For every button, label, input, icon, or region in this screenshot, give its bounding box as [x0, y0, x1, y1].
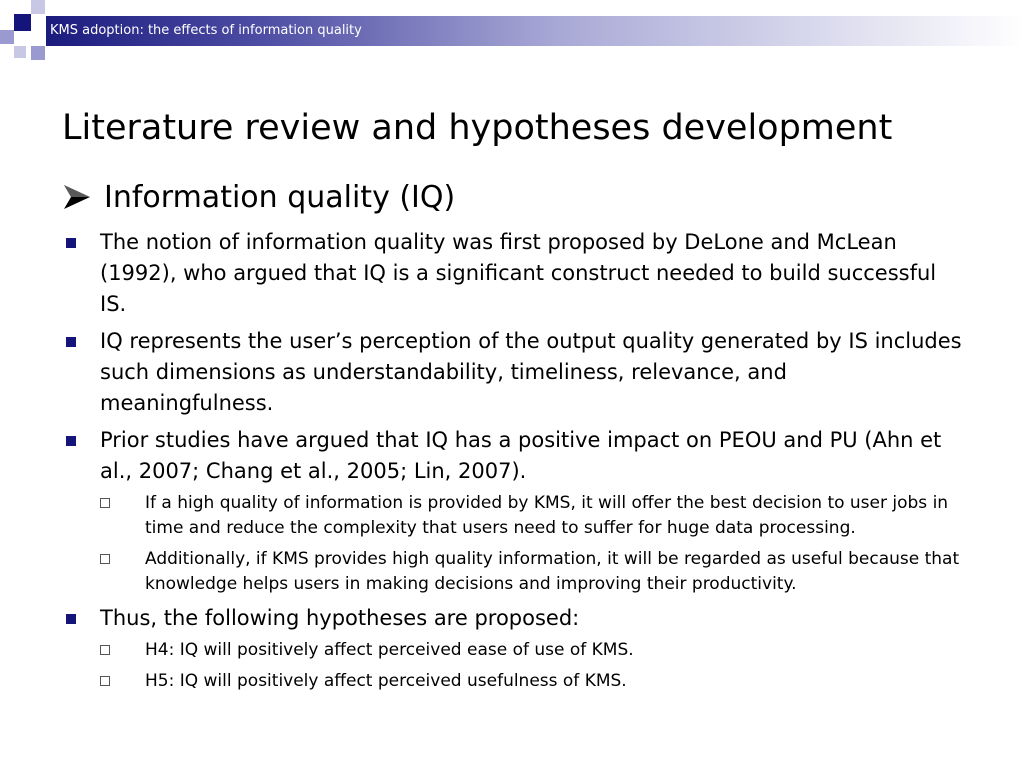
hollow-square-bullet-icon: [100, 676, 110, 686]
bullet-item: [60, 603, 965, 694]
hollow-square-bullet-icon: [100, 498, 110, 508]
header-decoration-square: [14, 46, 26, 58]
square-bullet-icon: [66, 614, 76, 624]
sub-bullet-text: H5: IQ will positively affect perceived usefulness of KMS.: [145, 671, 627, 691]
sub-bullet-item: [100, 491, 965, 541]
header-decoration-square: [31, 0, 45, 14]
sub-bullet-item: [100, 669, 965, 694]
sub-bullet-text: If a high quality of information is provided by KMS, it will offer the best decision to user jobs in time and reduce the complexity that users need to suffer for huge data processing.: [145, 493, 949, 538]
sub-bullet-text: H4: IQ will positively affect perceived ease of use of KMS.: [145, 640, 634, 660]
sub-bullet-list: [100, 638, 965, 694]
hollow-square-bullet-icon: [100, 645, 110, 655]
header-bar: [46, 16, 1024, 46]
bullet-text: Prior studies have argued that IQ has a positive impact on PEOU and PU (Ahn et al., 2007; Chang et al., 2005; Lin, 2007).: [100, 428, 942, 483]
bullet-item: [60, 227, 965, 320]
bullet-item: [60, 425, 965, 597]
subheading-text: Information quality (IQ): [104, 180, 456, 215]
sub-bullet-item: [100, 547, 965, 597]
header-decoration-square: [31, 46, 45, 60]
sub-bullet-text: Additionally, if KMS provides high quality information, it will be regarded as useful because that knowledge helps users in making decisions and improving their productivity.: [145, 549, 960, 594]
hollow-square-bullet-icon: [100, 554, 110, 564]
bullet-text: Thus, the following hypotheses are proposed:: [100, 606, 580, 630]
bullet-text: The notion of information quality was first proposed by DeLone and McLean (1992), who argued that IQ is a significant construct needed to build successful IS.: [100, 230, 937, 316]
sub-bullet-item: [100, 638, 965, 663]
header-text: KMS adoption: the effects of information quality: [50, 23, 362, 38]
header-decoration-square: [14, 14, 31, 31]
square-bullet-icon: [66, 337, 76, 347]
slide-title: Literature review and hypotheses development: [62, 108, 893, 148]
bullet-item: [60, 326, 965, 419]
bullet-text: IQ represents the user’s perception of the output quality generated by IS includes such dimensions as understandability, timeliness, relevance, and meaningfulness.: [100, 329, 962, 415]
square-bullet-icon: [66, 436, 76, 446]
square-bullet-icon: [66, 238, 76, 248]
sub-bullet-list: [100, 491, 965, 597]
bullet-list: [60, 227, 965, 700]
arrowhead-bullet-icon: [62, 182, 92, 212]
header-decoration-square: [0, 30, 14, 44]
